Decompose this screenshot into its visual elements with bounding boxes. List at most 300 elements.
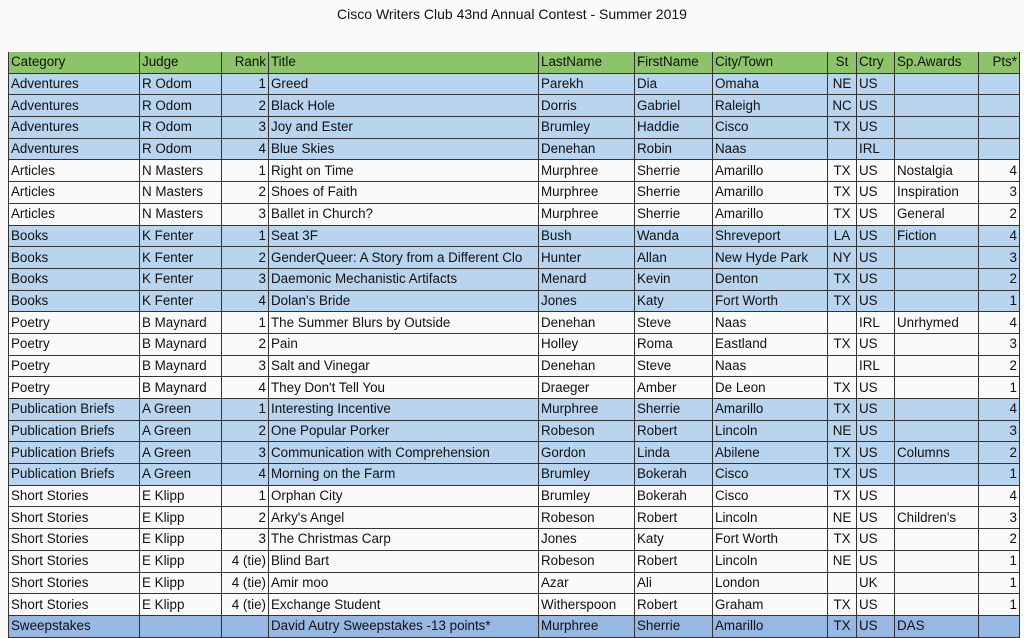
cell-judge: A Green (140, 399, 222, 421)
cell-category: Articles (9, 203, 140, 225)
cell-special-award (895, 464, 979, 486)
table-row (9, 290, 1020, 312)
cell-lastname: Murphree (539, 615, 635, 637)
results-table (8, 52, 1020, 638)
cell-country: US (857, 333, 895, 355)
cell-judge: N Masters (140, 182, 222, 204)
cell-special-award (895, 550, 979, 572)
cell-category: Short Stories (9, 572, 140, 594)
cell-special-award (895, 485, 979, 507)
cell-country: US (857, 507, 895, 529)
cell-title: The Christmas Carp (269, 529, 539, 551)
cell-rank: 3 (222, 442, 269, 464)
table-row (9, 138, 1020, 160)
cell-firstname: Amber (635, 377, 713, 399)
cell-firstname: Bokerah (635, 464, 713, 486)
header-state: St (828, 52, 857, 73)
table-body (9, 73, 1020, 637)
cell-title: Arky's Angel (269, 507, 539, 529)
cell-special-award (895, 529, 979, 551)
cell-rank: 3 (222, 117, 269, 139)
cell-firstname: Wanda (635, 225, 713, 247)
cell-title: Salt and Vinegar (269, 355, 539, 377)
cell-points (979, 95, 1020, 117)
cell-judge: E Klipp (140, 507, 222, 529)
cell-judge: A Green (140, 420, 222, 442)
cell-state: NE (828, 550, 857, 572)
cell-state: TX (828, 594, 857, 616)
table-row (9, 95, 1020, 117)
cell-state (828, 138, 857, 160)
cell-firstname: Roma (635, 333, 713, 355)
cell-city: Lincoln (713, 507, 828, 529)
cell-country: US (857, 399, 895, 421)
cell-rank: 1 (222, 160, 269, 182)
cell-judge: N Masters (140, 203, 222, 225)
cell-points: 1 (979, 290, 1020, 312)
cell-points (979, 138, 1020, 160)
cell-special-award: Unrhymed (895, 312, 979, 334)
cell-special-award: Nostalgia (895, 160, 979, 182)
table-row (9, 247, 1020, 269)
cell-state: NY (828, 247, 857, 269)
cell-state (828, 572, 857, 594)
cell-points: 3 (979, 182, 1020, 204)
cell-lastname: Brumley (539, 485, 635, 507)
header-firstname: FirstName (635, 52, 713, 73)
table-row (9, 117, 1020, 139)
cell-city: Abilene (713, 442, 828, 464)
cell-rank: 2 (222, 420, 269, 442)
cell-country: US (857, 182, 895, 204)
cell-category: Publication Briefs (9, 420, 140, 442)
table-row (9, 464, 1020, 486)
cell-category: Adventures (9, 73, 140, 95)
cell-special-award: Inspiration (895, 182, 979, 204)
cell-lastname: Menard (539, 268, 635, 290)
cell-category: Short Stories (9, 529, 140, 551)
cell-country: US (857, 117, 895, 139)
cell-points: 2 (979, 529, 1020, 551)
table-row (9, 312, 1020, 334)
cell-points: 3 (979, 333, 1020, 355)
cell-city: Cisco (713, 485, 828, 507)
cell-title: Greed (269, 73, 539, 95)
cell-judge: R Odom (140, 138, 222, 160)
cell-city: Fort Worth (713, 290, 828, 312)
table-row (9, 529, 1020, 551)
cell-judge: E Klipp (140, 529, 222, 551)
header-special-awards: Sp.Awards (895, 52, 979, 73)
cell-category: Short Stories (9, 507, 140, 529)
cell-judge: B Maynard (140, 312, 222, 334)
cell-state: TX (828, 160, 857, 182)
cell-special-award (895, 399, 979, 421)
cell-rank: 3 (222, 529, 269, 551)
cell-lastname: Murphree (539, 182, 635, 204)
cell-lastname: Brumley (539, 117, 635, 139)
table-row (9, 550, 1020, 572)
cell-lastname: Witherspoon (539, 594, 635, 616)
cell-category: Adventures (9, 95, 140, 117)
cell-firstname: Sherrie (635, 203, 713, 225)
cell-state: NE (828, 73, 857, 95)
cell-lastname: Denehan (539, 138, 635, 160)
cell-special-award (895, 377, 979, 399)
cell-title: Blind Bart (269, 550, 539, 572)
cell-special-award (895, 247, 979, 269)
cell-title: Ballet in Church? (269, 203, 539, 225)
table-row (9, 399, 1020, 421)
cell-special-award (895, 290, 979, 312)
cell-rank: 2 (222, 333, 269, 355)
cell-rank: 3 (222, 203, 269, 225)
table-row (9, 572, 1020, 594)
cell-points (979, 73, 1020, 95)
table-row (9, 333, 1020, 355)
cell-state: TX (828, 117, 857, 139)
cell-rank: 2 (222, 247, 269, 269)
cell-title: Seat 3F (269, 225, 539, 247)
cell-rank: 2 (222, 95, 269, 117)
cell-points: 4 (979, 160, 1020, 182)
cell-country: US (857, 203, 895, 225)
cell-points: 2 (979, 203, 1020, 225)
cell-title: Black Hole (269, 95, 539, 117)
cell-country: US (857, 615, 895, 637)
cell-firstname: Haddie (635, 117, 713, 139)
cell-points: 4 (979, 485, 1020, 507)
cell-country: US (857, 529, 895, 551)
cell-special-award (895, 73, 979, 95)
cell-category: Poetry (9, 333, 140, 355)
cell-state: TX (828, 615, 857, 637)
cell-title: Exchange Student (269, 594, 539, 616)
cell-judge: R Odom (140, 117, 222, 139)
cell-judge: R Odom (140, 73, 222, 95)
header-rank: Rank (222, 52, 269, 73)
cell-points: 2 (979, 355, 1020, 377)
cell-points: 3 (979, 507, 1020, 529)
cell-special-award: DAS (895, 615, 979, 637)
cell-firstname: Allan (635, 247, 713, 269)
cell-lastname: Robeson (539, 420, 635, 442)
cell-title: David Autry Sweepstakes -13 points* (269, 615, 539, 637)
cell-judge: K Fenter (140, 290, 222, 312)
cell-rank: 4 (tie) (222, 550, 269, 572)
cell-special-award (895, 572, 979, 594)
cell-country: US (857, 73, 895, 95)
cell-judge: K Fenter (140, 247, 222, 269)
cell-category: Short Stories (9, 550, 140, 572)
cell-state: TX (828, 182, 857, 204)
cell-category: Publication Briefs (9, 464, 140, 486)
cell-category: Poetry (9, 377, 140, 399)
cell-title: Shoes of Faith (269, 182, 539, 204)
cell-city: Amarillo (713, 615, 828, 637)
header-lastname: LastName (539, 52, 635, 73)
cell-city: Amarillo (713, 399, 828, 421)
cell-state: TX (828, 485, 857, 507)
cell-category: Adventures (9, 138, 140, 160)
cell-points: 4 (979, 312, 1020, 334)
cell-firstname: Gabriel (635, 95, 713, 117)
cell-special-award (895, 594, 979, 616)
cell-special-award: General (895, 203, 979, 225)
cell-city: Cisco (713, 117, 828, 139)
cell-special-award (895, 95, 979, 117)
cell-firstname: Katy (635, 290, 713, 312)
cell-country: US (857, 377, 895, 399)
cell-city: New Hyde Park (713, 247, 828, 269)
cell-lastname: Denehan (539, 312, 635, 334)
cell-rank: 1 (222, 312, 269, 334)
cell-special-award: Children's (895, 507, 979, 529)
cell-state: NC (828, 95, 857, 117)
cell-country: US (857, 225, 895, 247)
cell-judge: R Odom (140, 95, 222, 117)
table-row (9, 507, 1020, 529)
table-row (9, 268, 1020, 290)
cell-points: 2 (979, 442, 1020, 464)
cell-firstname: Sherrie (635, 160, 713, 182)
cell-rank: 1 (222, 73, 269, 95)
cell-judge: N Masters (140, 160, 222, 182)
cell-points: 1 (979, 572, 1020, 594)
cell-country: US (857, 442, 895, 464)
header-category: Category (9, 52, 140, 73)
table-row (9, 225, 1020, 247)
cell-category: Books (9, 225, 140, 247)
cell-firstname: Robert (635, 420, 713, 442)
cell-judge: B Maynard (140, 333, 222, 355)
cell-points: 4 (979, 399, 1020, 421)
cell-rank: 4 (222, 290, 269, 312)
cell-title: Blue Skies (269, 138, 539, 160)
cell-city: Raleigh (713, 95, 828, 117)
cell-firstname: Steve (635, 355, 713, 377)
table-row (9, 594, 1020, 616)
cell-title: Pain (269, 333, 539, 355)
cell-special-award (895, 138, 979, 160)
cell-state: TX (828, 442, 857, 464)
cell-country: US (857, 485, 895, 507)
cell-country: US (857, 268, 895, 290)
cell-rank: 3 (222, 268, 269, 290)
cell-judge: A Green (140, 464, 222, 486)
cell-firstname: Robert (635, 550, 713, 572)
cell-rank: 4 (tie) (222, 572, 269, 594)
cell-special-award (895, 117, 979, 139)
table-row (9, 420, 1020, 442)
cell-firstname: Robert (635, 594, 713, 616)
cell-category: Poetry (9, 355, 140, 377)
cell-title: Amir moo (269, 572, 539, 594)
cell-state: TX (828, 333, 857, 355)
cell-city: Denton (713, 268, 828, 290)
cell-country: US (857, 420, 895, 442)
cell-category: Articles (9, 182, 140, 204)
cell-lastname: Parekh (539, 73, 635, 95)
cell-state: TX (828, 464, 857, 486)
cell-city: Graham (713, 594, 828, 616)
cell-firstname: Sherrie (635, 615, 713, 637)
cell-country: US (857, 464, 895, 486)
table-row (9, 182, 1020, 204)
cell-city: De Leon (713, 377, 828, 399)
cell-rank: 4 (222, 377, 269, 399)
cell-city: Amarillo (713, 160, 828, 182)
cell-rank: 4 (tie) (222, 594, 269, 616)
cell-points: 4 (979, 225, 1020, 247)
cell-firstname: Linda (635, 442, 713, 464)
cell-firstname: Sherrie (635, 399, 713, 421)
cell-state: NE (828, 420, 857, 442)
cell-state: TX (828, 290, 857, 312)
cell-lastname: Murphree (539, 160, 635, 182)
cell-judge: B Maynard (140, 355, 222, 377)
cell-lastname: Murphree (539, 399, 635, 421)
table-row (9, 377, 1020, 399)
cell-judge: K Fenter (140, 268, 222, 290)
cell-lastname: Robeson (539, 507, 635, 529)
cell-category: Poetry (9, 312, 140, 334)
cell-special-award (895, 268, 979, 290)
cell-special-award: Fiction (895, 225, 979, 247)
cell-title: Daemonic Mechanistic Artifacts (269, 268, 539, 290)
cell-points: 2 (979, 268, 1020, 290)
cell-title: Interesting Incentive (269, 399, 539, 421)
cell-city: Omaha (713, 73, 828, 95)
cell-country: US (857, 160, 895, 182)
cell-lastname: Jones (539, 290, 635, 312)
cell-lastname: Gordon (539, 442, 635, 464)
cell-city: Lincoln (713, 550, 828, 572)
cell-points: 1 (979, 377, 1020, 399)
header-row (9, 52, 1020, 73)
cell-points: 1 (979, 464, 1020, 486)
cell-rank: 2 (222, 507, 269, 529)
cell-title: Right on Time (269, 160, 539, 182)
cell-state: LA (828, 225, 857, 247)
cell-city: Naas (713, 138, 828, 160)
cell-lastname: Jones (539, 529, 635, 551)
header-country: Ctry (857, 52, 895, 73)
cell-title: Dolan's Bride (269, 290, 539, 312)
cell-judge: A Green (140, 442, 222, 464)
cell-firstname: Sherrie (635, 182, 713, 204)
cell-title: Joy and Ester (269, 117, 539, 139)
cell-firstname: Bokerah (635, 485, 713, 507)
cell-city: Cisco (713, 464, 828, 486)
cell-points: 3 (979, 420, 1020, 442)
cell-title: The Summer Blurs by Outside (269, 312, 539, 334)
cell-category: Books (9, 290, 140, 312)
cell-firstname: Robin (635, 138, 713, 160)
cell-category: Books (9, 247, 140, 269)
cell-rank: 1 (222, 225, 269, 247)
cell-special-award (895, 333, 979, 355)
cell-category: Publication Briefs (9, 442, 140, 464)
cell-city: Fort Worth (713, 529, 828, 551)
cell-rank: 1 (222, 485, 269, 507)
cell-state: TX (828, 203, 857, 225)
cell-state: TX (828, 268, 857, 290)
cell-title: Communication with Comprehension (269, 442, 539, 464)
cell-points (979, 117, 1020, 139)
cell-title: Morning on the Farm (269, 464, 539, 486)
cell-rank: 4 (222, 138, 269, 160)
table-row (9, 160, 1020, 182)
cell-category: Short Stories (9, 594, 140, 616)
cell-title: They Don't Tell You (269, 377, 539, 399)
cell-rank: 1 (222, 399, 269, 421)
cell-city: Shreveport (713, 225, 828, 247)
cell-firstname: Robert (635, 507, 713, 529)
cell-lastname: Azar (539, 572, 635, 594)
cell-lastname: Brumley (539, 464, 635, 486)
cell-points: 1 (979, 594, 1020, 616)
cell-city: Eastland (713, 333, 828, 355)
table-row (9, 203, 1020, 225)
cell-city: Amarillo (713, 182, 828, 204)
cell-country: US (857, 290, 895, 312)
cell-category: Articles (9, 160, 140, 182)
cell-points: 3 (979, 247, 1020, 269)
cell-city: London (713, 572, 828, 594)
cell-title: Orphan City (269, 485, 539, 507)
cell-lastname: Hunter (539, 247, 635, 269)
cell-country: US (857, 550, 895, 572)
cell-city: Amarillo (713, 203, 828, 225)
cell-city: Naas (713, 355, 828, 377)
cell-category: Sweepstakes (9, 615, 140, 637)
cell-country: US (857, 247, 895, 269)
cell-lastname: Denehan (539, 355, 635, 377)
header-judge: Judge (140, 52, 222, 73)
cell-country: US (857, 594, 895, 616)
table-row (9, 355, 1020, 377)
cell-special-award (895, 420, 979, 442)
cell-special-award (895, 355, 979, 377)
cell-points: 1 (979, 550, 1020, 572)
cell-state: TX (828, 529, 857, 551)
cell-firstname: Steve (635, 312, 713, 334)
cell-judge: E Klipp (140, 550, 222, 572)
cell-state: NE (828, 507, 857, 529)
cell-category: Books (9, 268, 140, 290)
cell-title: GenderQueer: A Story from a Different Clo (269, 247, 539, 269)
cell-lastname: Murphree (539, 203, 635, 225)
cell-state: TX (828, 377, 857, 399)
cell-lastname: Draeger (539, 377, 635, 399)
cell-firstname: Kevin (635, 268, 713, 290)
cell-state (828, 355, 857, 377)
header-city: City/Town (713, 52, 828, 73)
cell-country: UK (857, 572, 895, 594)
cell-firstname: Katy (635, 529, 713, 551)
table-row (9, 485, 1020, 507)
page-title: Cisco Writers Club 43nd Annual Contest - Summer 2019 (337, 6, 687, 22)
cell-judge: E Klipp (140, 594, 222, 616)
cell-judge: B Maynard (140, 377, 222, 399)
cell-rank: 2 (222, 182, 269, 204)
cell-state (828, 312, 857, 334)
cell-category: Adventures (9, 117, 140, 139)
cell-country: IRL (857, 138, 895, 160)
cell-country: IRL (857, 312, 895, 334)
cell-lastname: Robeson (539, 550, 635, 572)
